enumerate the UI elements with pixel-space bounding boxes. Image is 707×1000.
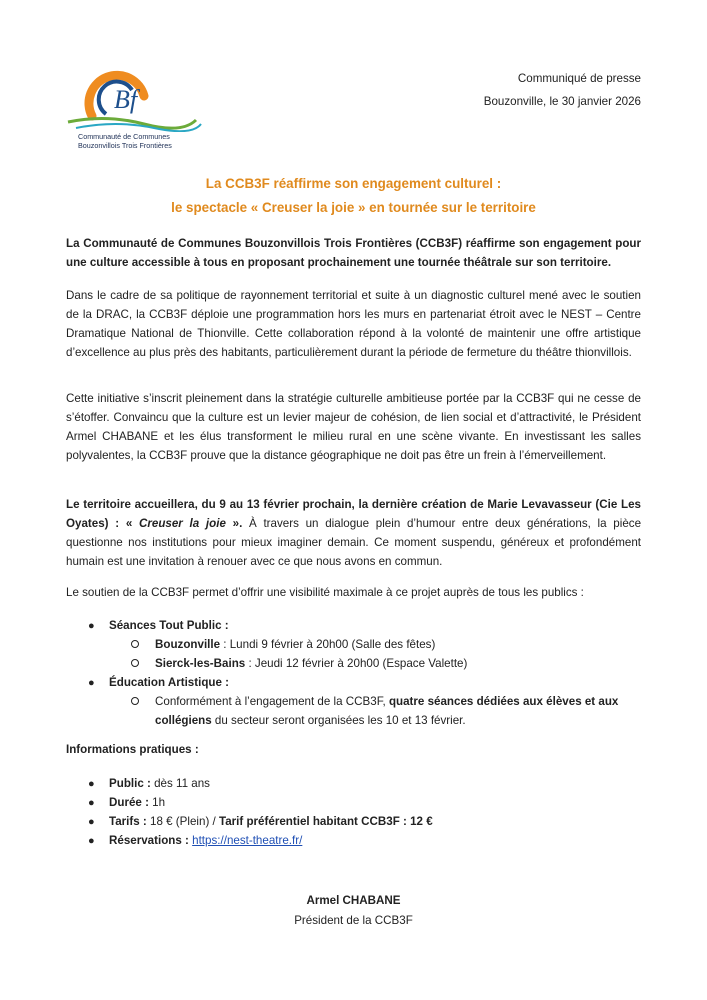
header-meta: [484, 67, 641, 113]
paragraph-1: Dans le cadre de sa politique de rayonnement territorial et suite à un diagnostic culturel mené avec le soutien de la DRAC, la CCB3F déploie une programmation hors les murs en partenariat étroit avec le NEST – Centre Dramatique National de Thionville. Cette collaboration répond à la volonté de maintenir une offre artistique d’excellence au plus près des habitants, particulièrement durant la période de fermeture du théâtre thionvillois.: [66, 289, 641, 359]
seances-heading: Séances Tout Public :: [109, 619, 229, 632]
info-public: [66, 775, 641, 794]
seance-place: Bouzonville: [155, 637, 221, 651]
info-duree: [66, 794, 641, 813]
info-tarifs-label: Tarifs :: [109, 814, 147, 828]
paragraph-3: [66, 496, 641, 572]
seance-detail: : Lundi 9 février à 20h00 (Salle des fêtes): [220, 637, 436, 651]
list-item-bouzonville: [66, 636, 641, 655]
list-item-education: [66, 674, 641, 693]
signature-name: Armel CHABANE: [306, 894, 401, 907]
ccb3f-logo: [66, 66, 206, 156]
bullet-icon: ●: [88, 834, 95, 847]
circle-bullet-icon: [131, 693, 139, 712]
education-pre: Conformément à l’engagement de la CCB3F,: [155, 694, 389, 708]
reservation-link[interactable]: https://nest-theatre.fr/: [192, 833, 303, 847]
paragraph-4: Le soutien de la CCB3F permet d’offrir une visibilité maximale à ce projet auprès de tous les publics :: [66, 586, 584, 599]
circle-bullet-icon: [131, 636, 139, 655]
info-tarifs-value: 18 € (Plein) /: [146, 814, 219, 828]
bullet-icon: ●: [88, 815, 95, 828]
bullet-icon: ●: [88, 778, 95, 790]
place-date: Bouzonville, le 30 janvier 2026: [483, 95, 641, 108]
svg-text:Bf: Bf: [114, 85, 138, 114]
para3-bold: Le territoire accueillera, du 9 au 13 février prochain, la dernière création de Marie Levavasseur (Cie Les Oyates) : «: [66, 498, 641, 530]
info-tarifs: [66, 813, 641, 832]
seance-place: Sierck-les-Bains: [155, 656, 246, 670]
logo-text-line1: Communauté de Communes: [78, 132, 170, 141]
infos-list: [66, 775, 641, 851]
list-item-sierck: [66, 655, 641, 674]
info-tarifs-bold: Tarif préférentiel habitant CCB3F : 12 €: [218, 814, 433, 828]
education-bold: quatre séances dédiées aux élèves et aux collégiens: [155, 694, 619, 727]
document-type: Communiqué de presse: [517, 72, 641, 85]
para3-bold-end: ».: [225, 516, 243, 530]
info-public-label: Public :: [109, 777, 151, 790]
signature-role: Président de la CCB3F: [294, 914, 413, 927]
show-title: Creuser la joie: [139, 516, 226, 530]
ccb3f-logo-mark-icon: [66, 66, 206, 132]
intro-paragraph: La Communauté de Communes Bouzonvillois Trois Frontières (CCB3F) réaffirme son engagement pour une culture accessible à tous en proposant prochainement une tournée théâtrale sur son territoire.: [66, 237, 641, 269]
education-heading: Éducation Artistique :: [109, 675, 230, 689]
logo-text-line2: Bouzonvillois Trois Frontières: [78, 141, 172, 150]
paragraph-2: Cette initiative s’inscrit pleinement dans la stratégie culturelle ambitieuse portée par la CCB3F qui ne cesse de s’étoffer. Convaincu que la culture est un levier majeur de cohésion, de lien social et d’attractivité, le Président Armel CHABANE et les élus transforment le milieu rural en une scène vivante. En investissant les salles polyvalentes, la CCB3F prouve que la distance géographique ne doit pas être un frein à l’émerveillement.: [66, 392, 641, 462]
info-public-value: dès 11 ans: [150, 777, 210, 790]
title-line-2: le spectacle « Creuser la joie » en tournée sur le territoire: [171, 200, 536, 215]
info-reservations: [66, 832, 641, 851]
education-post: du secteur seront organisées les 10 et 13 février.: [211, 713, 466, 727]
program-list: [66, 617, 641, 730]
list-item-education-detail: [66, 693, 641, 731]
circle-bullet-icon: [131, 655, 139, 674]
list-item-seances: [66, 617, 641, 636]
title-line-1: La CCB3F réaffirme son engagement culturel :: [205, 176, 502, 191]
infos-heading: Informations pratiques :: [66, 743, 199, 756]
para3-rest: À travers un dialogue plein d’humour entre deux générations, la pièce questionne nos institutions pour mieux imaginer demain. Ce moment suspendu, généreux et profondément humain est une invitation à renouer avec ce que nous avons en commun.: [66, 516, 642, 568]
info-resa-label: Réservations :: [109, 833, 189, 847]
bullet-icon: ●: [88, 676, 95, 689]
bullet-icon: ●: [88, 796, 95, 809]
info-duree-value: 1h: [148, 795, 166, 809]
info-duree-label: Durée :: [109, 795, 149, 809]
seance-detail: : Jeudi 12 février à 20h00 (Espace Valette): [245, 656, 468, 670]
bullet-icon: ●: [88, 620, 95, 632]
